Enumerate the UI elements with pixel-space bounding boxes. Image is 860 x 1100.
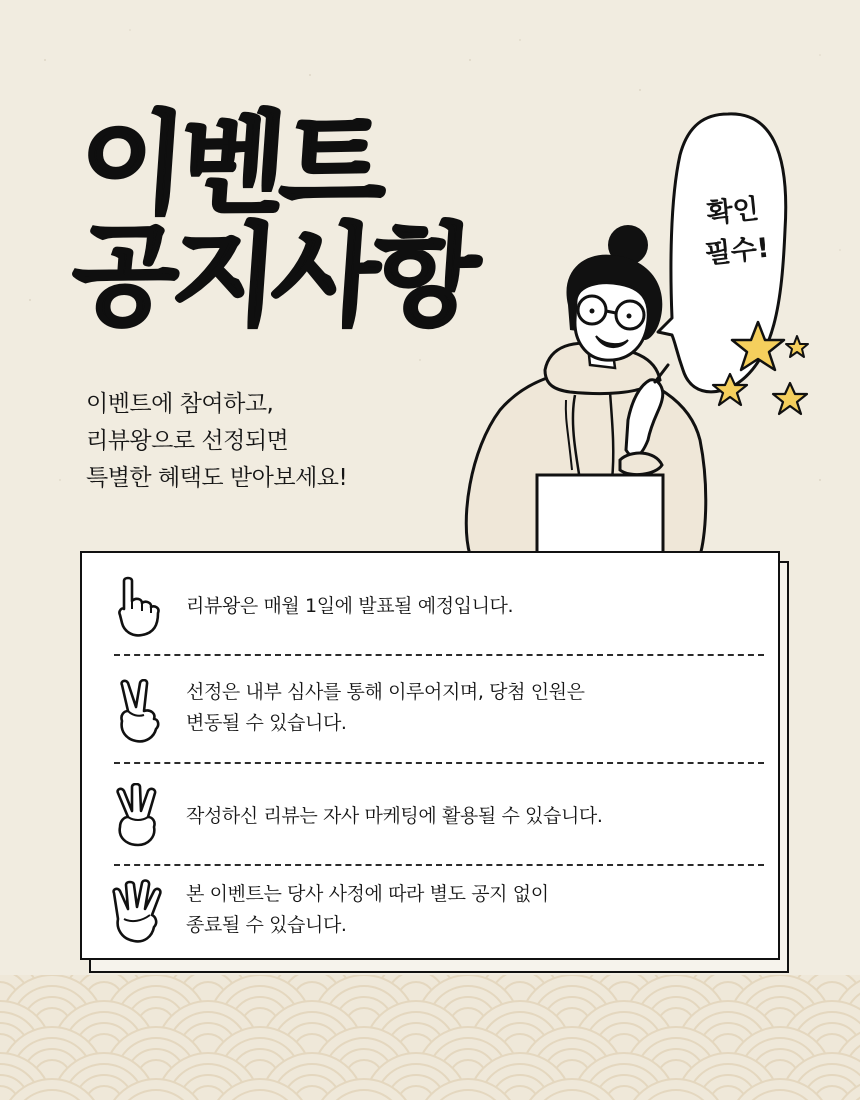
notice-text: 본 이벤트는 당사 사정에 따라 별도 공지 없이 종료될 수 있습니다. bbox=[186, 883, 549, 936]
four-finger-hand-icon bbox=[110, 879, 170, 945]
dashed-divider bbox=[114, 762, 764, 764]
one-finger-hand-icon bbox=[110, 575, 166, 639]
speech-bubble-line-1: 확인 bbox=[705, 193, 761, 230]
subtitle-line-3: 특별한 혜택도 받아보세요! bbox=[86, 465, 348, 491]
woman-with-laptop-illustration bbox=[455, 108, 815, 578]
notice-text: 선정은 내부 심사를 통해 이루어지며, 당첨 인원은 변동될 수 있습니다. bbox=[186, 681, 585, 734]
notice-item bbox=[82, 571, 778, 643]
dashed-divider bbox=[114, 864, 764, 866]
subtitle-line-1: 이벤트에 참여하고, bbox=[86, 391, 274, 417]
three-finger-hand-icon bbox=[110, 783, 166, 849]
notice-card bbox=[80, 551, 780, 960]
wave-pattern-decoration bbox=[0, 975, 860, 1100]
two-finger-hand-icon bbox=[110, 679, 166, 745]
page-title bbox=[67, 100, 485, 340]
notice-item bbox=[82, 669, 778, 759]
subtitle bbox=[86, 386, 347, 497]
notice-text: 작성하신 리뷰는 자사 마케팅에 활용될 수 있습니다. bbox=[186, 805, 603, 827]
title-line-2: 공지사항 bbox=[67, 212, 478, 340]
notice-item bbox=[82, 875, 778, 955]
title-line-1: 이벤트 bbox=[75, 100, 386, 228]
star-icon bbox=[773, 383, 807, 414]
subtitle-line-2: 리뷰왕으로 선정되면 bbox=[86, 428, 289, 454]
star-icon bbox=[786, 336, 808, 357]
dashed-divider bbox=[114, 654, 764, 656]
notice-item bbox=[82, 777, 778, 861]
notice-text: 리뷰왕은 매월 1일에 발표될 예정입니다. bbox=[186, 595, 514, 617]
speech-bubble-line-2: 필수! bbox=[703, 232, 771, 271]
speech-bubble-text bbox=[691, 188, 779, 276]
